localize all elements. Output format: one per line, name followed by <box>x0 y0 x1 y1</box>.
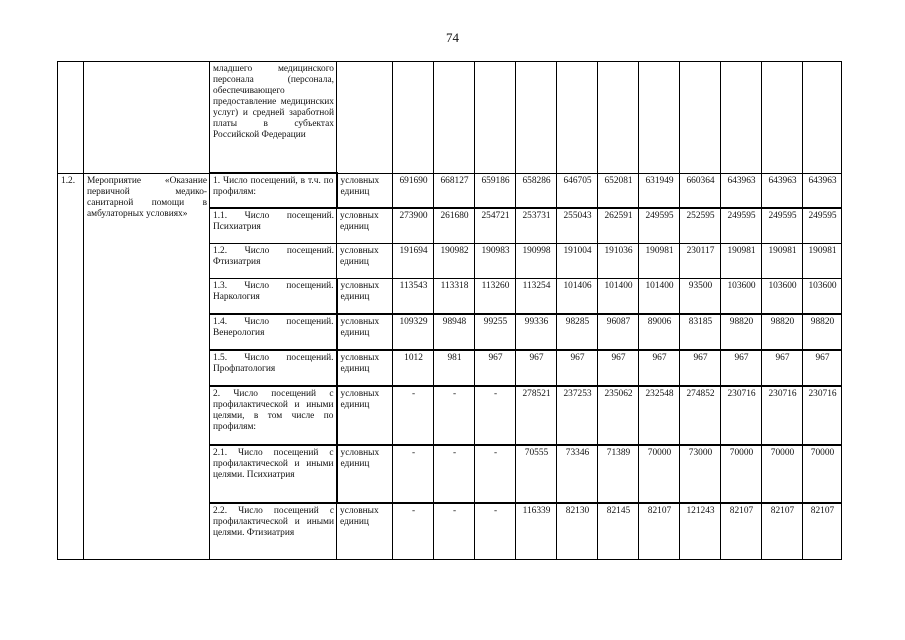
unit-label: условных единиц <box>337 314 393 350</box>
value-cell: 249595 <box>762 208 803 244</box>
value-cell: 113260 <box>475 279 516 315</box>
value-cell: 82107 <box>762 503 803 560</box>
value-cell: 190981 <box>639 244 680 279</box>
value-cell: 652081 <box>598 173 639 208</box>
value-cell: 967 <box>721 350 762 386</box>
value-cell: 249595 <box>721 208 762 244</box>
indicator-label: 2. Число посещений с профилактической и иными целями, в том числе по профилям: <box>210 386 337 445</box>
value-cell: 70000 <box>762 445 803 503</box>
value-cell: 98820 <box>803 314 842 350</box>
value-cell: 121243 <box>680 503 721 560</box>
value-cell: 191694 <box>393 244 434 279</box>
value-cell: 252595 <box>680 208 721 244</box>
value-cell: 261680 <box>434 208 475 244</box>
value-cell: - <box>393 445 434 503</box>
unit-label: условных единиц <box>337 445 393 503</box>
value-cell: 70000 <box>639 445 680 503</box>
value-cell: 99336 <box>516 314 557 350</box>
indicator-label: 1.4. Число посещений. Венерология <box>210 314 337 350</box>
value-cell: 99255 <box>475 314 516 350</box>
section-number: 1.2. <box>58 173 84 560</box>
value-cell: 967 <box>639 350 680 386</box>
unit-label: условных единиц <box>337 386 393 445</box>
value-cell: - <box>434 445 475 503</box>
value-cell: 89006 <box>639 314 680 350</box>
value-cell: 659186 <box>475 173 516 208</box>
unit-label: условных единиц <box>337 350 393 386</box>
value-cell: 71389 <box>598 445 639 503</box>
value-cell: 82107 <box>721 503 762 560</box>
value-cell: 660364 <box>680 173 721 208</box>
value-cell: 70000 <box>803 445 842 503</box>
value-cell: 109329 <box>393 314 434 350</box>
value-cell: 70555 <box>516 445 557 503</box>
unit-cell <box>337 62 393 174</box>
value-cell: 643963 <box>762 173 803 208</box>
value-cell: 98285 <box>557 314 598 350</box>
value-cell: 70000 <box>721 445 762 503</box>
value-cell: 190983 <box>475 244 516 279</box>
value-cell: 98820 <box>762 314 803 350</box>
value-cell: 643963 <box>721 173 762 208</box>
value-cell: 82107 <box>639 503 680 560</box>
value-cell: 191004 <box>557 244 598 279</box>
value-cell: 253731 <box>516 208 557 244</box>
value-cell: 230117 <box>680 244 721 279</box>
unit-label: условных единиц <box>337 173 393 208</box>
value-cell: - <box>393 503 434 560</box>
value-cell: 631949 <box>639 173 680 208</box>
value-cell: 967 <box>803 350 842 386</box>
value-cell: 98820 <box>721 314 762 350</box>
value-cell: 96087 <box>598 314 639 350</box>
value-cell: 190981 <box>721 244 762 279</box>
value-cell: 113543 <box>393 279 434 315</box>
continuation-row <box>58 62 842 174</box>
value-cell: 691690 <box>393 173 434 208</box>
value-cell: 190998 <box>516 244 557 279</box>
value-cell: 103600 <box>762 279 803 315</box>
value-cell: 83185 <box>680 314 721 350</box>
value-cell: 232548 <box>639 386 680 445</box>
value-cell: 967 <box>557 350 598 386</box>
value-cell: 190981 <box>762 244 803 279</box>
value-cell: 967 <box>598 350 639 386</box>
value-cell: 981 <box>434 350 475 386</box>
unit-label: условных единиц <box>337 208 393 244</box>
value-cell: 98948 <box>434 314 475 350</box>
value-cell: 254721 <box>475 208 516 244</box>
indicator-label: 1.5. Число посещений. Профпатология <box>210 350 337 386</box>
value-cell: - <box>393 386 434 445</box>
value-cell: - <box>475 445 516 503</box>
value-cell: - <box>475 386 516 445</box>
unit-label: условных единиц <box>337 503 393 560</box>
value-cell: 230716 <box>762 386 803 445</box>
value-cell: 101406 <box>557 279 598 315</box>
value-cell: 113254 <box>516 279 557 315</box>
value-cell: 103600 <box>721 279 762 315</box>
table-row <box>58 173 842 208</box>
measure-cell <box>84 62 210 174</box>
value-cell: 967 <box>762 350 803 386</box>
value-cell: 82107 <box>803 503 842 560</box>
value-cell: 249595 <box>639 208 680 244</box>
value-cell: - <box>434 386 475 445</box>
value-cell: 101400 <box>598 279 639 315</box>
value-cell: 73000 <box>680 445 721 503</box>
value-cell: 658286 <box>516 173 557 208</box>
value-cell: 190981 <box>803 244 842 279</box>
value-cell: 82130 <box>557 503 598 560</box>
continuation-label: младшего медицинского персонала (персонала, обеспечивающего предоставление медицинских услуг) и средней заработной платы в субъектах Российской Федерации <box>210 62 337 174</box>
value-cell: 190982 <box>434 244 475 279</box>
value-cell: 274852 <box>680 386 721 445</box>
value-cell: 116339 <box>516 503 557 560</box>
value-cell: 643963 <box>803 173 842 208</box>
indicator-label: 1.1. Число посещений. Психиатрия <box>210 208 337 244</box>
value-cell: 278521 <box>516 386 557 445</box>
indicator-table <box>57 61 842 560</box>
page-number: 74 <box>446 30 459 45</box>
value-cell: 82145 <box>598 503 639 560</box>
indicator-label: 2.1. Число посещений с профилактической и иными целями. Психиатрия <box>210 445 337 503</box>
value-cell: 967 <box>680 350 721 386</box>
indicator-label: 1.2. Число посещений. Фтизиатрия <box>210 244 337 279</box>
indicator-label: 1. Число посещений, в т.ч. по профилям: <box>210 173 337 208</box>
value-cell: 262591 <box>598 208 639 244</box>
value-cell: 230716 <box>803 386 842 445</box>
value-cell: 273900 <box>393 208 434 244</box>
value-cell: 668127 <box>434 173 475 208</box>
value-cell: 1012 <box>393 350 434 386</box>
number-cell <box>58 62 84 174</box>
value-cell: 191036 <box>598 244 639 279</box>
value-cell: 646705 <box>557 173 598 208</box>
value-cell: 101400 <box>639 279 680 315</box>
value-cell: 235062 <box>598 386 639 445</box>
value-cell: 249595 <box>803 208 842 244</box>
indicator-label: 2.2. Число посещений с профилактической и иными целями. Фтизиатрия <box>210 503 337 560</box>
value-cell: 113318 <box>434 279 475 315</box>
unit-label: условных единиц <box>337 244 393 279</box>
section-title: Мероприятие «Оказание первичной медико-санитарной помощи в амбулаторных условиях» <box>84 173 210 560</box>
value-cell: 967 <box>516 350 557 386</box>
unit-label: условных единиц <box>337 279 393 315</box>
value-cell: 93500 <box>680 279 721 315</box>
value-cell: 103600 <box>803 279 842 315</box>
value-cell: 230716 <box>721 386 762 445</box>
value-cell: 237253 <box>557 386 598 445</box>
value-cell: 73346 <box>557 445 598 503</box>
value-cell: - <box>434 503 475 560</box>
indicator-label: 1.3. Число посещений. Наркология <box>210 279 337 315</box>
value-cell: 255043 <box>557 208 598 244</box>
value-cell: 967 <box>475 350 516 386</box>
value-cell: - <box>475 503 516 560</box>
